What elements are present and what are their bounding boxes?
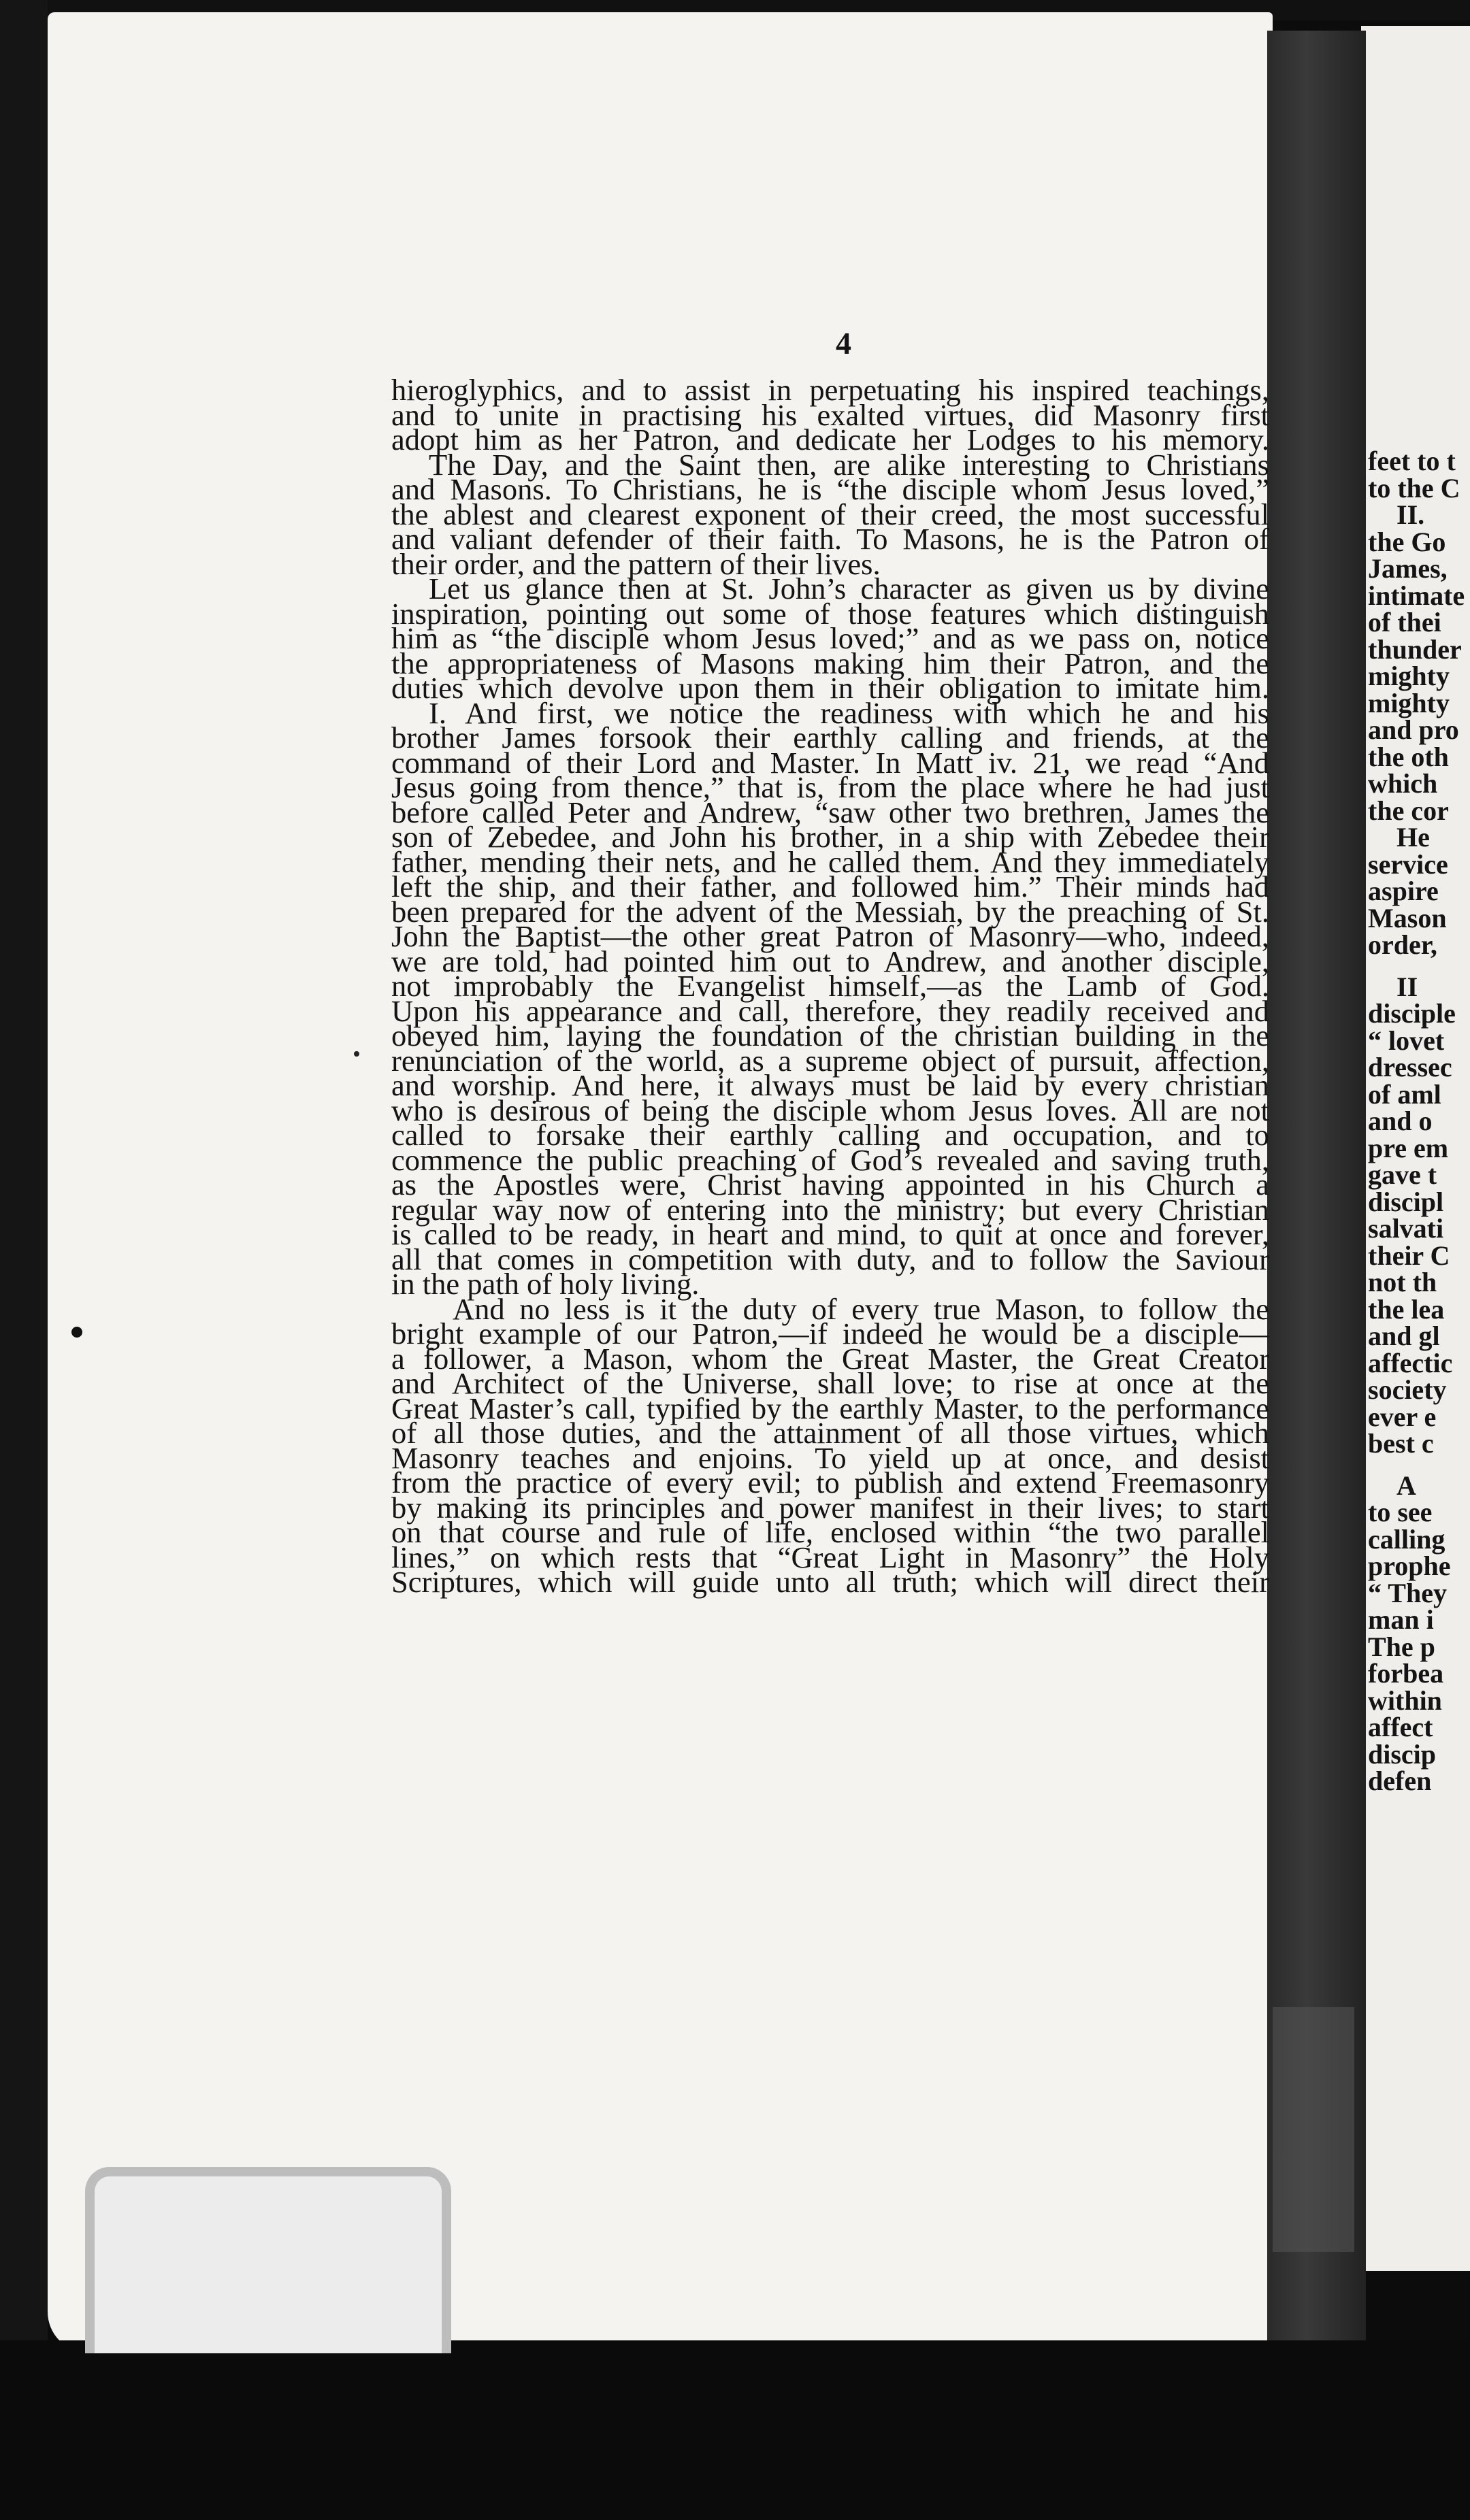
gutter-shadow [1273, 2007, 1354, 2252]
ink-spot [71, 1327, 82, 1338]
scan-border-left [0, 0, 48, 2520]
text-line: father, mending their nets, and he called them. And they immediately [391, 844, 1269, 879]
adjacent-text-line: the oth [1368, 741, 1449, 772]
text-line: their order, and the pattern of their lives. [391, 546, 881, 581]
adjacent-text-line: defen [1368, 1765, 1432, 1796]
text-line: the ablest and clearest exponent of their creed, the most successful [391, 497, 1269, 531]
text-line: not improbably the Evangelist himself,—as the Lamb of God. [391, 969, 1269, 1003]
adjacent-text-line: “ lovet [1368, 1025, 1445, 1056]
text-line: and worship. And here, it always must be laid by every christian [391, 1068, 1269, 1102]
text-line: Let us glance then at St. John’s character as given us by divine [429, 571, 1269, 606]
text-line: brother James forsook their earthly calling and friends, at the [391, 720, 1269, 755]
adjacent-text-line: The p [1368, 1631, 1435, 1662]
text-line: Upon his appearance and call, therefore, they readily received and [391, 993, 1269, 1028]
adjacent-text-line: which [1368, 768, 1438, 799]
adjacent-text-line: intimate [1368, 580, 1465, 611]
adjacent-text-line: disciple [1368, 998, 1456, 1029]
binding-clip [85, 2167, 451, 2353]
adjacent-text-line: thunder [1368, 633, 1462, 665]
adjacent-text-line: dressec [1368, 1052, 1452, 1082]
adjacent-text-line: service [1368, 848, 1448, 880]
text-line: left the ship, and their father, and followed him.” Their minds had [391, 869, 1269, 903]
adjacent-text-line: to see [1368, 1497, 1433, 1527]
text-line: obeyed him, laying the foundation of the christian building in the [391, 1018, 1269, 1052]
adjacent-text-line: II [1396, 971, 1418, 1002]
adjacent-text-line: mighty [1368, 687, 1450, 718]
adjacent-page-fragment [1361, 26, 1470, 2271]
text-line: all that comes in competition with duty, and to follow the Saviour [391, 1242, 1269, 1276]
text-line: and valiant defender of their faith. To Masons, he is the Patron of [391, 522, 1269, 556]
adjacent-text-line: ever e [1368, 1401, 1437, 1432]
text-line: before called Peter and Andrew, “saw other two brethren, James the [391, 795, 1269, 829]
adjacent-text-line: A [1396, 1470, 1416, 1501]
scan-border-bottom [0, 2340, 1470, 2520]
adjacent-text-line: mighty [1368, 661, 1450, 691]
adjacent-text-line: and pro [1368, 714, 1459, 745]
adjacent-text-line: affectic [1368, 1347, 1453, 1378]
adjacent-text-line: and o [1368, 1106, 1433, 1136]
text-line: a follower, a Mason, whom the Great Master, the Great Creator [391, 1341, 1269, 1376]
adjacent-text-line: Mason [1368, 902, 1447, 933]
adjacent-text-line: He [1396, 822, 1430, 852]
text-line: from the practice of every evil; to publish and extend Freemasonry [391, 1465, 1269, 1499]
text-line: as the Apostles were, Christ having appointed in his Church a [391, 1167, 1269, 1201]
text-line: renunciation of the world, as a supreme object of pursuit, affection, [391, 1043, 1269, 1078]
text-line: Scriptures, which will guide unto all truth; which will direct their [391, 1565, 1269, 1599]
text-line: and Architect of the Universe, shall love; to rise at once at the [391, 1366, 1269, 1400]
text-line: command of their Lord and Master. In Matt iv. 21, we read “And [391, 745, 1269, 780]
adjacent-text-line: and gl [1368, 1321, 1440, 1351]
text-line: adopt him as her Patron, and dedicate her Lodges to his memory. [391, 422, 1269, 457]
text-line: him as “the disciple whom Jesus loved;” and as we pass on, notice [391, 621, 1269, 655]
text-line: lines,” on which rests that “Great Light in Masonry” the Holy [391, 1540, 1269, 1574]
adjacent-text-line: forbea [1368, 1658, 1444, 1689]
adjacent-text-line: II. [1396, 499, 1425, 530]
text-line: bright example of our Patron,—if indeed he would be a disciple— [391, 1316, 1269, 1350]
text-line: is called to be ready, in heart and mind, to quit at once and forever, [391, 1217, 1269, 1251]
text-line: inspiration, pointing out some of those features which distinguish [391, 596, 1269, 631]
text-line: hieroglyphics, and to assist in perpetuating his inspired teachings, [391, 373, 1269, 407]
text-line: been prepared for the advent of the Messiah, by the preaching of St. [391, 894, 1269, 929]
adjacent-text-line: the cor [1368, 795, 1449, 826]
adjacent-text-line: prophe [1368, 1551, 1451, 1581]
ink-speck [354, 1051, 359, 1057]
adjacent-text-line: best c [1368, 1428, 1434, 1459]
adjacent-text-line: man i [1368, 1604, 1434, 1635]
page-number: 4 [836, 326, 851, 361]
adjacent-text-line: discipl [1368, 1186, 1444, 1217]
text-line: commence the public preaching of God’s revealed and saving truth, [391, 1142, 1269, 1177]
adjacent-text-line: within [1368, 1685, 1442, 1716]
adjacent-text-line: “ They [1368, 1577, 1447, 1608]
text-line: I. And first, we notice the readiness with which he and his [429, 695, 1269, 730]
text-line: by making its principles and power manifest in their lives; to start [391, 1490, 1269, 1525]
page-body-text [391, 373, 1269, 1599]
adjacent-text-line: society [1368, 1374, 1447, 1405]
adjacent-text-line: pre em [1368, 1132, 1449, 1163]
text-line: on that course and rule of life, enclosed within “the two parallel [391, 1515, 1269, 1549]
text-line: And no less is it the duty of every true Mason, to follow the [453, 1291, 1269, 1326]
adjacent-text-line: of thei [1368, 607, 1441, 637]
text-line: who is desirous of being the disciple whom Jesus loves. All are not [391, 1093, 1269, 1127]
adjacent-text-line: affect [1368, 1712, 1433, 1742]
text-line: regular way now of entering into the ministry; but every Christian [391, 1192, 1269, 1227]
text-line: and Masons. To Christians, he is “the disciple whom Jesus loved,” [391, 472, 1269, 506]
text-line: called to forsake their earthly calling and occupation, and to [391, 1118, 1269, 1152]
adjacent-text-line: the Go [1368, 526, 1446, 557]
text-line: son of Zebedee, and John his brother, in a ship with Zebedee their [391, 820, 1269, 854]
adjacent-text-line: aspire [1368, 876, 1439, 906]
adjacent-text-line: to the C [1368, 472, 1460, 503]
text-line: Jesus going from thence,” that is, from the place where he had just [391, 770, 1269, 804]
text-line: of all those duties, and the attainment of all those virtues, which [391, 1416, 1269, 1450]
text-line: Great Master’s call, typified by the earthly Master, to the performance [391, 1391, 1269, 1425]
adjacent-text-line: their C [1368, 1240, 1450, 1271]
adjacent-text-line: of aml [1368, 1078, 1441, 1110]
adjacent-text-line: the lea [1368, 1293, 1445, 1325]
adjacent-text-line: not th [1368, 1267, 1437, 1297]
adjacent-text-line: salvati [1368, 1213, 1444, 1244]
adjacent-text-line: feet to t [1368, 446, 1456, 476]
adjacent-text-line: discip [1368, 1738, 1437, 1770]
text-line: duties which devolve upon them in their obligation to imitate him. [391, 671, 1269, 705]
adjacent-text-line: James, [1368, 553, 1448, 584]
text-line: in the path of holy living. [391, 1267, 700, 1301]
adjacent-text-line: order, [1368, 929, 1437, 960]
adjacent-text-line: gave t [1368, 1159, 1437, 1190]
text-line: the appropriateness of Masons making him their Patron, and the [391, 646, 1269, 680]
text-line: Masonry teaches and enjoins. To yield up at once, and desist [391, 1440, 1269, 1475]
text-line: The Day, and the Saint then, are alike interesting to Christians [429, 447, 1269, 482]
text-line: we are told, had pointed him out to Andrew, and another disciple, [391, 944, 1269, 978]
text-line: and to unite in practising his exalted virtues, did Masonry first [391, 397, 1269, 432]
adjacent-page-text [1368, 448, 1470, 1795]
text-line: John the Baptist—the other great Patron of Masonry—who, indeed, [391, 919, 1269, 953]
adjacent-text-line: calling [1368, 1523, 1446, 1555]
